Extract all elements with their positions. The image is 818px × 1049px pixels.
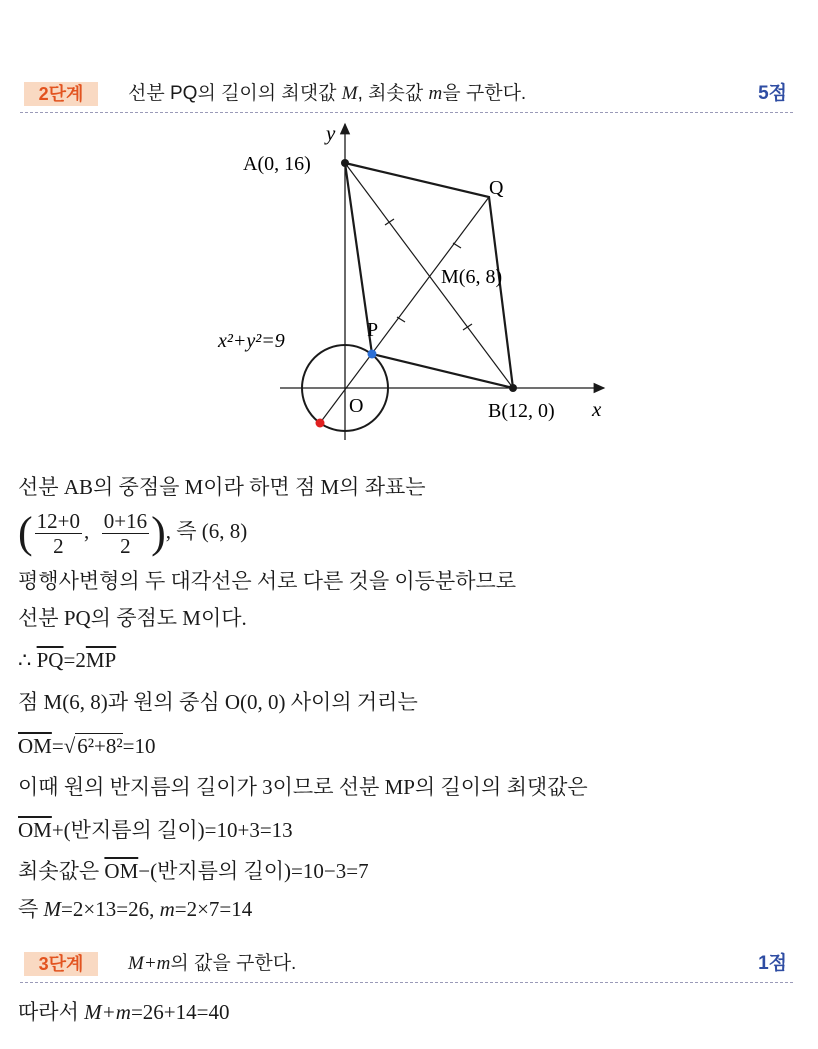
tick-mark bbox=[397, 317, 405, 322]
step3-title: M+m의 값을 구한다. bbox=[128, 953, 297, 974]
solution-line-5: ∴ $\overline{PQ}=2\overline{MP}$ bbox=[18, 648, 117, 672]
final-line: 따라서 M+m=26+14=40 bbox=[18, 1000, 230, 1024]
point-B bbox=[509, 384, 517, 392]
solution-line-6: 점 M(6, 8)과 원의 중심 O(0, 0) 사이의 거리는 bbox=[18, 690, 418, 714]
y-axis-label: y bbox=[326, 121, 336, 145]
label-A: A(0, 16) bbox=[243, 153, 311, 175]
x-axis-label: x bbox=[592, 397, 602, 421]
label-B: B(12, 0) bbox=[488, 400, 555, 422]
step3-points: 1점 bbox=[758, 953, 787, 974]
solution-line-10: 최솟값은 $\overline{OM}-$(반지름의 길이)=10−3=7 bbox=[18, 859, 369, 883]
point-opposite bbox=[316, 419, 325, 428]
solution-line-8: 이때 원의 반지름의 길이가 3이므로 선분 MP의 길이의 최댓값은 bbox=[18, 775, 588, 799]
point-A bbox=[341, 159, 349, 167]
tick-mark bbox=[463, 324, 472, 330]
label-O: O bbox=[349, 395, 364, 417]
step2-badge: 2단계 bbox=[24, 82, 98, 106]
tick-mark bbox=[385, 219, 394, 225]
solution-line-11: 즉 M=2×13=26, m=2×7=14 bbox=[18, 897, 253, 921]
label-P: P bbox=[367, 319, 379, 341]
label-M: M(6, 8) bbox=[441, 266, 503, 288]
solution-line-2: ( $\frac{12+0}{2}$ , $\frac{0+16}{2}$ ), 즉 (6, 8) bbox=[18, 508, 248, 558]
solution-line-9: $\overline{OM}+$(반지름의 길이)=10+3=13 bbox=[18, 818, 293, 842]
solution-line-4: 선분 PQ의 중점도 M이다. bbox=[18, 606, 247, 630]
step2-points: 5점 bbox=[758, 83, 787, 104]
solution-line-3: 평행사변형의 두 대각선은 서로 다른 것을 이등분하므로 bbox=[18, 569, 517, 593]
step3-header bbox=[20, 950, 793, 983]
solution-line-7: $\overline{OM}=√6^2+8^2=10$ bbox=[18, 734, 156, 758]
point-P bbox=[368, 350, 377, 359]
tick-mark bbox=[453, 243, 461, 248]
step3-badge: 3단계 bbox=[24, 952, 98, 976]
solution-line-1: 선분 AB의 중점을 M이라 하면 점 M의 좌표는 bbox=[18, 475, 426, 499]
circle-equation: x²+y²=9 bbox=[218, 330, 285, 352]
step2-title: 선분 PQ의 길이의 최댓값 M, 최솟값 m을 구한다. bbox=[128, 83, 527, 104]
label-Q: Q bbox=[489, 177, 504, 199]
